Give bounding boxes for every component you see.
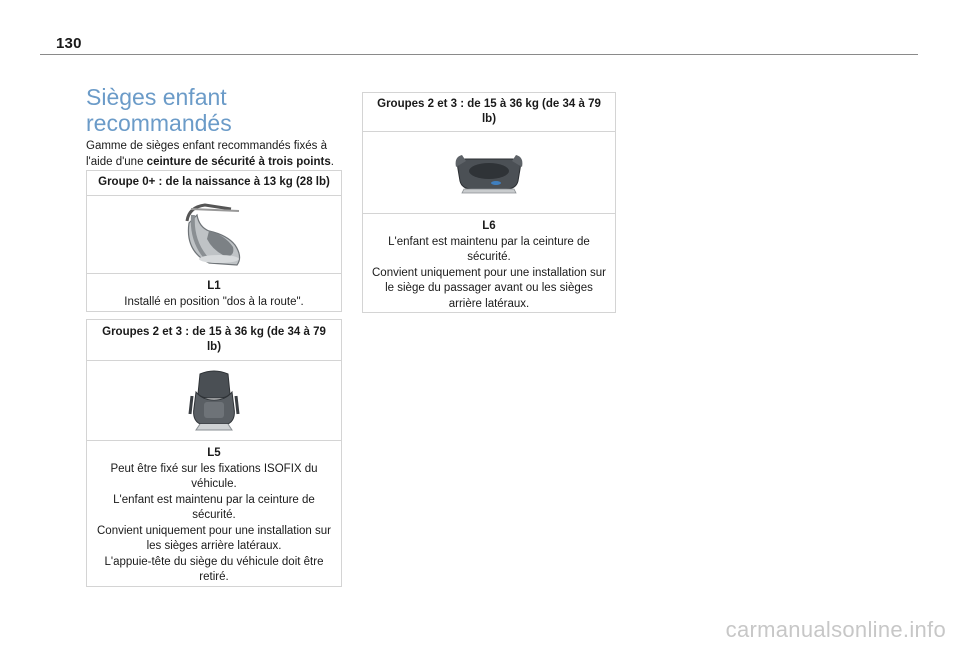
card-header-text: Groupes 2 et 3 : de 15 à 36 kg (de 34 à 79 lb) bbox=[377, 97, 601, 125]
seat-card-l6 bbox=[362, 92, 616, 313]
card-header: Groupe 0+ : de la naissance à 13 kg (28 lb) bbox=[87, 171, 341, 196]
intro-text: Gamme de sièges enfant recommandés fixés à l'aide d'une bbox=[86, 140, 327, 168]
card-image bbox=[363, 132, 615, 214]
card-header-text: Groupes 2 et 3 : de 15 à 36 kg (de 34 à 79 lb) bbox=[102, 325, 326, 353]
card-description-line: Convient uniquement pour une installation sur les sièges arrière latéraux. bbox=[97, 524, 331, 552]
card-image bbox=[87, 361, 341, 441]
intro-bold-text: ceinture de sécurité à trois points bbox=[146, 156, 331, 168]
card-description-line: Installé en position "dos à la route". bbox=[124, 295, 304, 308]
header-divider bbox=[40, 54, 918, 55]
card-description-line: Convient uniquement pour une installation sur le siège du passager avant ou les sièges arrière latéraux. bbox=[372, 266, 606, 310]
card-header bbox=[363, 93, 615, 132]
card-header bbox=[87, 320, 341, 361]
card-description-line: Peut être fixé sur les fixations ISOFIX du véhicule. bbox=[110, 462, 318, 490]
intro-end: . bbox=[330, 156, 334, 168]
card-body bbox=[87, 441, 341, 590]
card-description-line: L'appuie-tête du siège du véhicule doit être retiré. bbox=[104, 555, 324, 583]
seat-card-l5 bbox=[86, 319, 342, 587]
section-title bbox=[86, 84, 346, 136]
model-name: L1 bbox=[207, 280, 221, 292]
card-description-line: L'enfant est maintenu par la ceinture de sécurité. bbox=[113, 493, 315, 521]
highback-booster-seat-icon bbox=[186, 368, 242, 434]
intro-paragraph bbox=[86, 138, 348, 170]
card-image bbox=[87, 196, 341, 274]
seat-card-l1 bbox=[86, 170, 342, 312]
card-body bbox=[87, 274, 341, 314]
section-title-line2: recommandés bbox=[86, 110, 232, 136]
watermark: carmanualsonline.info bbox=[725, 617, 946, 642]
card-body bbox=[363, 214, 615, 316]
section-title-line1: Sièges enfant bbox=[86, 84, 227, 110]
card-description-line: L'enfant est maintenu par la ceinture de sécurité. bbox=[388, 235, 590, 263]
model-name: L6 bbox=[482, 220, 496, 232]
booster-cushion-icon bbox=[452, 149, 526, 197]
page-number: 130 bbox=[56, 35, 82, 52]
model-name: L5 bbox=[207, 447, 221, 459]
infant-carrier-seat-icon bbox=[179, 201, 249, 269]
